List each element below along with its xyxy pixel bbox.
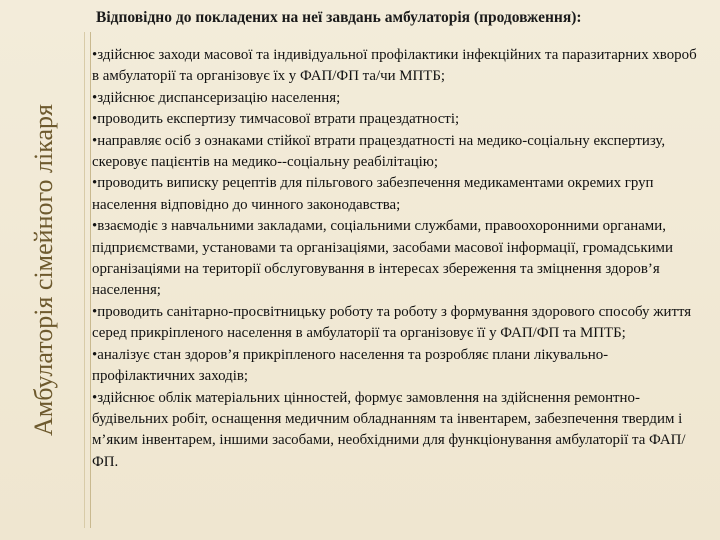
list-item: •аналізує стан здоров’я прикріпленого населення та розробляє плани лікувально-профілактичних заходів; xyxy=(92,345,704,388)
slide-title: Відповідно до покладених на неї завдань амбулаторія (продовження): xyxy=(96,9,582,26)
bullet-list xyxy=(92,45,704,473)
list-item: •проводить виписку рецептів для пільгового забезпечення медикаментами окремих груп населення відповідно до чинного законодавства; xyxy=(92,173,704,216)
list-item: •взаємодіє з навчальними закладами, соціальними службами, правоохоронними органами, підприємствами, установами та організаціями, засобами масової інформації, громадськими організаціями на території обслуговування в інтересах збереження та зміцнення здоров’я населення; xyxy=(92,216,704,302)
list-item: •здійснює диспансеризацію населення; xyxy=(92,88,704,109)
list-item: •проводить санітарно-просвітницьку роботу та роботу з формування здорового способу життя серед прикріпленого населення в амбулаторії та організовує її у ФАП/ФП та МПТБ; xyxy=(92,302,704,345)
list-item: •направляє осіб з ознаками стійкої втрати працездатності на медико-соціальну експертизу, скеровує пацієнтів на медико--соціальну реабілітацію; xyxy=(92,131,704,174)
side-label: Амбулаторія сімейного лікаря xyxy=(29,104,58,436)
list-item: •здійснює заходи масової та індивідуальної профілактики інфекційних та паразитарних хвороб в амбулаторії та організовує їх у ФАП/ФП та/чи МПТБ; xyxy=(92,45,704,88)
list-item: •здійснює облік матеріальних цінностей, формує замовлення на здійснення ремонтно-будівельних робіт, оснащення медичним обладнанням та інвентарем, забезпечення твердим і м’яким інвентарем, іншими засобами, необхідними для функціонування амбулаторії та ФАП/ФП. xyxy=(92,388,704,474)
list-item: •проводить експертизу тимчасової втрати працездатності; xyxy=(92,109,704,130)
